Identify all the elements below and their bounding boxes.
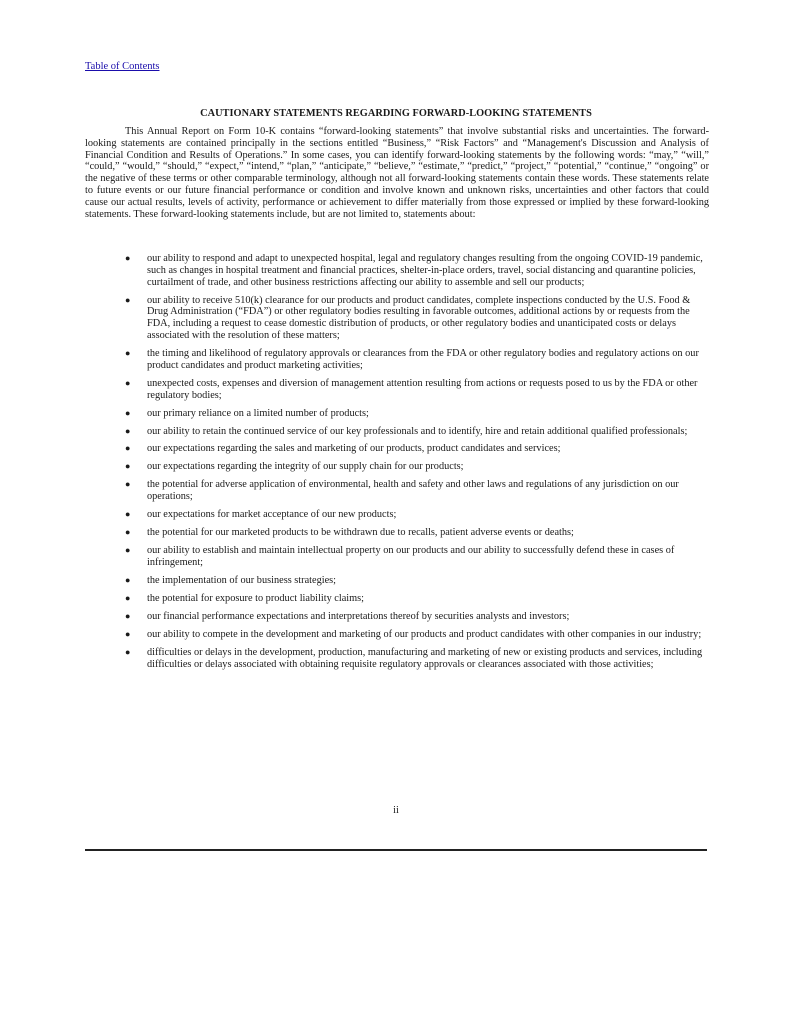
list-item — [85, 593, 709, 605]
table-of-contents-link[interactable]: Table of Contents — [85, 61, 160, 72]
bullet-icon: ● — [125, 479, 131, 490]
list-item-text: the potential for adverse application of environmental, health and safety and other laws and regulations of any jurisdiction on our operations; — [147, 479, 679, 503]
bullet-icon: ● — [125, 628, 131, 639]
bullet-icon: ● — [125, 646, 131, 657]
list-item — [85, 479, 709, 503]
list-item — [85, 443, 709, 455]
list-item — [85, 629, 709, 641]
list-item — [85, 408, 709, 420]
list-item-text: our financial performance expectations and interpretations thereof by securities analysts and investors; — [147, 610, 570, 622]
list-item-text: our ability to receive 510(k) clearance for our products and product candidates, complete inspections conducted by the U.S. Food & Drug Administration (“FDA”) or other regulatory bodies resulting in favorable outcomes, additional actions by or requests from the FDA, including a request to cease domestic distribution of products, or other regulatory bodies and unanticipated costs or delays associated with the resolution of these matters; — [147, 294, 691, 341]
list-item-text: the potential for exposure to product liability claims; — [147, 592, 365, 604]
list-item-text: our ability to establish and maintain intellectual property on our products and our ability to successfully defend these in cases of infringement; — [147, 545, 675, 568]
list-item — [85, 575, 709, 587]
list-item-text: our ability to compete in the development and marketing of our products and product candidates with other companies in our industry; — [147, 628, 702, 640]
list-item-text: our ability to respond and adapt to unexpected hospital, legal and regulatory changes resulting from the ongoing COVID-19 pandemic, such as changes in hospital treatment and financial practices, shelter-in-place orders, travel, social distancing and quarantine policies, curtailment of trade, and other business restrictions affecting our ability to assemble and sell our products; — [147, 253, 703, 288]
list-item — [85, 348, 709, 372]
list-item — [85, 611, 709, 623]
page-divider — [85, 849, 707, 851]
list-item-text: difficulties or delays in the development, production, manufacturing and marketing of new or existing products and services, including difficulties or delays associated with obtaining requisite regulatory approvals or clearances associated with those activities; — [147, 646, 703, 670]
bullet-icon: ● — [125, 407, 131, 418]
bullet-icon: ● — [125, 610, 131, 621]
bullet-icon: ● — [125, 377, 131, 388]
bullet-icon: ● — [125, 574, 131, 585]
list-item — [85, 295, 709, 342]
bullet-icon: ● — [125, 294, 131, 305]
list-item — [85, 527, 709, 539]
list-item-text: our expectations regarding the integrity of our supply chain for our products; — [147, 461, 464, 473]
bullet-icon: ● — [125, 509, 131, 520]
forward-looking-statements-list — [85, 253, 709, 677]
list-item — [85, 647, 709, 671]
list-item-text: our expectations for market acceptance of our new products; — [147, 509, 397, 521]
list-item — [85, 426, 709, 438]
list-item-text: unexpected costs, expenses and diversion of management attention resulting from actions or requests posed to us by the FDA or other regulatory bodies; — [147, 377, 698, 401]
bullet-icon: ● — [125, 347, 131, 358]
list-item-text: our primary reliance on a limited number of products; — [147, 407, 369, 419]
list-item-text: the timing and likelihood of regulatory approvals or clearances from the FDA or other regulatory bodies and regulatory actions on our product candidates and product marketing activities; — [147, 347, 699, 371]
bullet-icon: ● — [125, 592, 131, 603]
list-item-text: our ability to retain the continued service of our key professionals and to identify, hire and retain additional qualified professionals; — [147, 425, 688, 437]
list-item — [85, 253, 709, 288]
bullet-icon: ● — [125, 425, 131, 436]
list-item-text: the implementation of our business strategies; — [147, 574, 337, 586]
list-item — [85, 545, 709, 569]
page-number: ii — [393, 805, 399, 816]
list-item — [85, 461, 709, 473]
bullet-icon: ● — [125, 253, 131, 263]
bullet-icon: ● — [125, 443, 131, 454]
bullet-icon: ● — [125, 545, 131, 556]
section-heading: CAUTIONARY STATEMENTS REGARDING FORWARD-LOOKING STATEMENTS — [200, 108, 592, 119]
list-item — [85, 509, 709, 521]
intro-paragraph: This Annual Report on Form 10-K contains “forward-looking statements” that involve substantial risks and uncertainties. The forward-looking statements are contained principally in the sections entitled “Business,” “Risk Factors” and “Management's Discussion and Analysis of Financial Condition and Results of Operations.” In some cases, you can identify forward-looking statements by the following words: “may,” “will,” “could,” “would,” “should,” “expect,” “intend,” “plan,” “anticipate,” “believe,” “estimate,” “predict,” “project,” “potential,” “continue,” “ongoing” or the negative of these terms or other comparable terminology, although not all forward-looking statements contain these words. These statements relate to future events or our future financial performance or condition and involve known and unknown risks, uncertainties and other factors that could cause our actual results, levels of activity, performance or achievement to differ materially from those expressed or implied by these forward-looking statements. These forward-looking statements include, but are not limited to, statements about: — [85, 126, 709, 220]
list-item-text: our expectations regarding the sales and marketing of our products, product candidates and services; — [147, 443, 561, 455]
bullet-icon: ● — [125, 461, 131, 472]
bullet-icon: ● — [125, 527, 131, 538]
list-item-text: the potential for our marketed products to be withdrawn due to recalls, patient adverse events or deaths; — [147, 527, 574, 539]
list-item — [85, 378, 709, 402]
